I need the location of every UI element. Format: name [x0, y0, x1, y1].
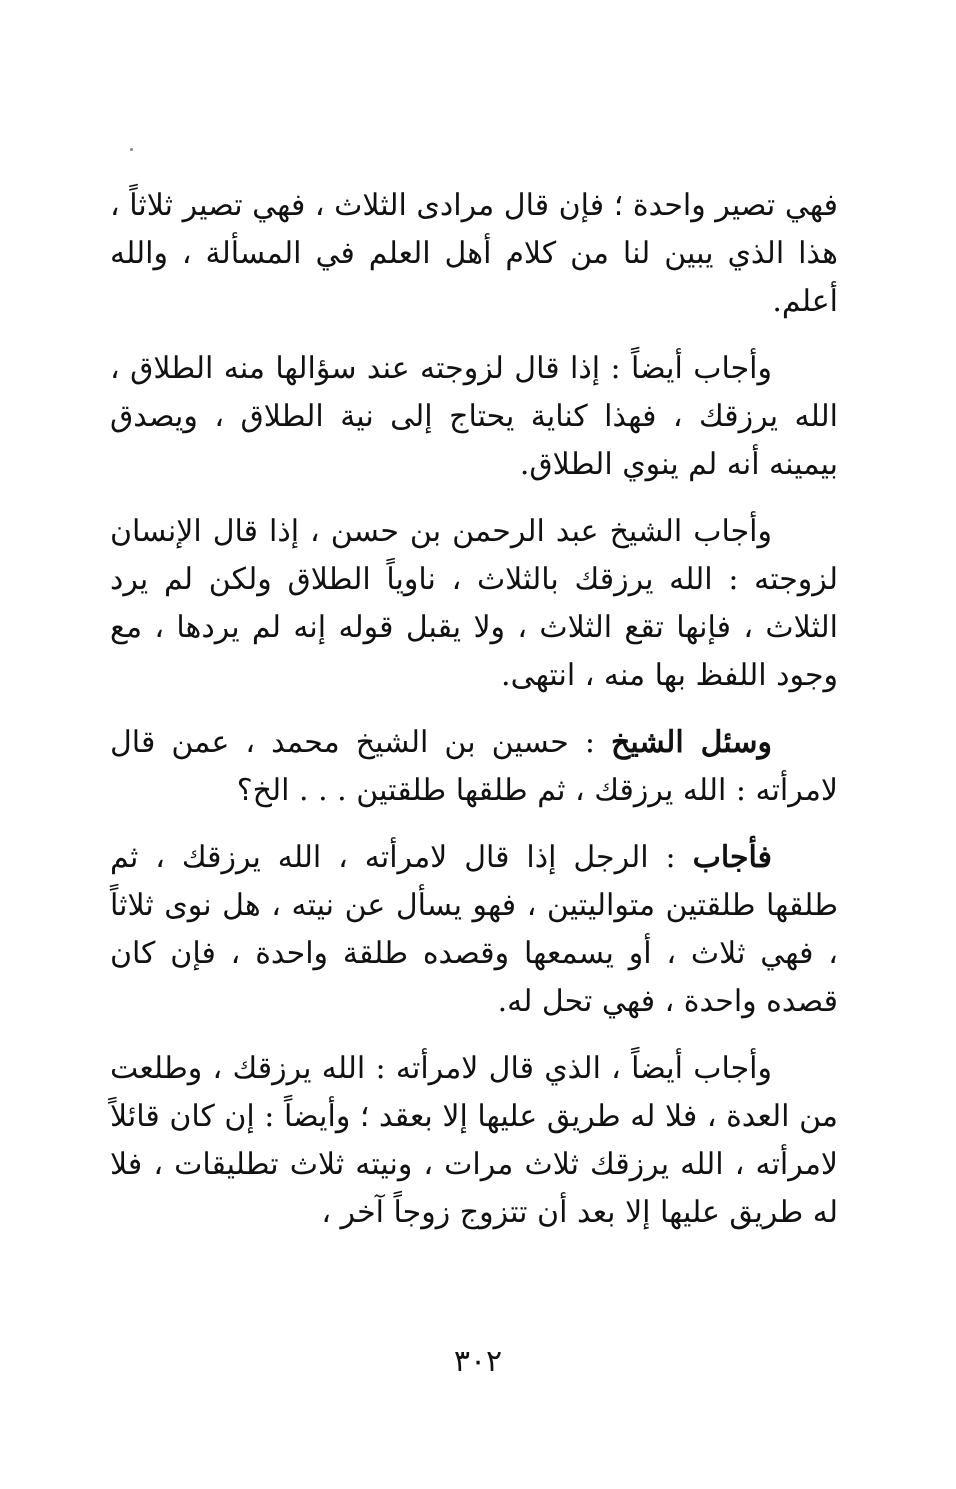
- scan-speck: [130, 148, 133, 151]
- paragraph-1-text: فهي تصير واحدة ؛ فإن قال مرادى الثلاث ، فهي تصير ثلاثاً ، هذا الذي يبين لنا من كلام أهل العلم في المسألة ، والله أعلم.: [110, 188, 838, 319]
- paragraph-4-text: : حسين بن الشيخ محمد ، عمن قال لامرأته : الله يرزقك ، ثم طلقها طلقتين . . . الخ؟: [110, 725, 838, 808]
- paragraph-2: [110, 345, 838, 489]
- paragraph-4: [110, 719, 838, 815]
- paragraph-1: [110, 182, 838, 326]
- paragraph-3-text: وأجاب الشيخ عبد الرحمن بن حسن ، إذا قال الإنسان لزوجته : الله يرزقك بالثلاث ، ناوياً الطلاق ولكن لم يرد الثلاث ، فإنها تقع الثلاث ، ولا يقبل قوله إنه لم يردها ، مع وجود اللفظ بها منه ، انتهى.: [110, 514, 838, 693]
- paragraph-2-text: وأجاب أيضاً : إذا قال لزوجته عند سؤالها منه الطلاق ، الله يرزقك ، فهذا كناية يحتاج إلى نية الطلاق ، ويصدق بيمينه أنه لم ينوي الطلاق.: [110, 351, 838, 482]
- paragraph-4-lead: وسئل الشيخ: [611, 725, 772, 760]
- paragraph-6-text: وأجاب أيضاً ، الذي قال لامرأته : الله يرزقك ، وطلعت من العدة ، فلا له طريق عليها إلا بعقد ؛ وأيضاً : إن كان قائلاً لامرأته ، الله يرزقك ثلاث مرات ، ونيته ثلاث تطليقات ، فلا له طريق عليها إلا بعد أن تتزوج زوجاً آخر ،: [110, 1051, 838, 1230]
- paragraph-6: [110, 1045, 838, 1237]
- paragraph-5-text: : الرجل إذا قال لامرأته ، الله يرزقك ، ثم طلقها طلقتين متواليتين ، فهو يسأل عن نيته ، هل نوى ثلاثاً ، فهي ثلاث ، أو يسمعها وقصده طلقة واحدة ، فإن كان قصده واحدة ، فهي تحل له.: [110, 840, 838, 1019]
- paragraph-3: [110, 508, 838, 700]
- page-number: ٣٠٢: [453, 1344, 503, 1379]
- body-text: [110, 182, 838, 1256]
- paragraph-5-lead: فأجاب: [692, 840, 772, 875]
- paragraph-5: [110, 834, 838, 1026]
